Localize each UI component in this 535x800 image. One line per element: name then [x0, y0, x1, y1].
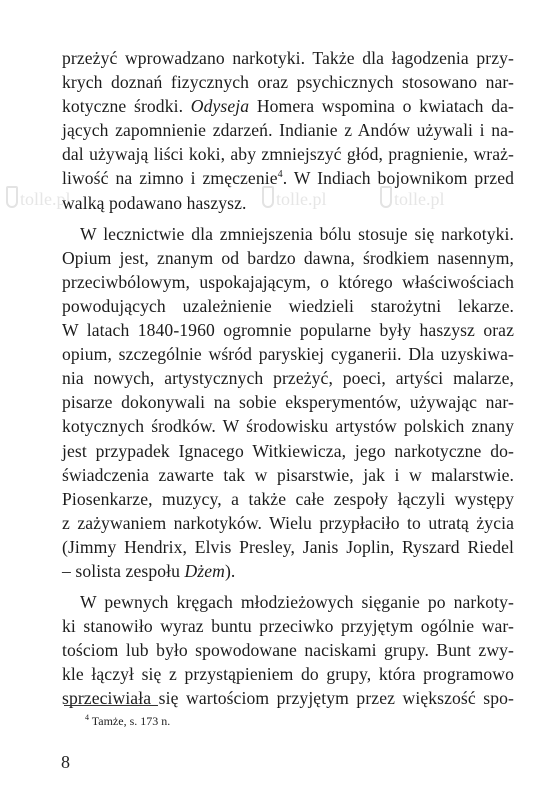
body-text: [62, 46, 514, 711]
text-line-start: liwość na zimno i zmęczenie: [62, 168, 278, 189]
text-line: [62, 559, 514, 583]
watermark-center-right: tolle.pl: [380, 186, 445, 210]
footnote-text: Tamże, s. 173 n.: [89, 714, 171, 728]
text-line-rest: Homera wspomina o kwiatach da-: [249, 96, 514, 117]
text-line: kle łączył się z przystąpieniem do grupy, która programowo: [62, 664, 514, 685]
text-line: sprzeciwiała się wartościom przyjętym przez większość spo-: [62, 688, 514, 709]
text-line: pisarze dokonywali na sobie eksperymentów, używając nar-: [62, 392, 514, 413]
italic-band-name: Dżem: [184, 560, 225, 581]
watermark-left: tolle.pl: [6, 186, 71, 210]
watermark-logo-icon: [6, 186, 18, 208]
text-line: Opium jest, znanym od bardzo dawna, środkiem nasennym,: [62, 247, 514, 268]
footnote-number: 4: [85, 713, 89, 722]
italic-title-odyseja: Odyseja: [190, 96, 250, 117]
text-line: walką podawano haszysz.: [62, 192, 247, 213]
text-line: tościom lub było spowodowane naciskami grupy. Bunt zwy-: [62, 640, 514, 661]
text-line: przeżyć wprowadzano narkotyki. Także dla łagodzenia przy-: [62, 48, 514, 68]
text-line: opium, szczególnie wśród paryskiej cyganerii. Dla uzyskiwa-: [62, 344, 514, 365]
text-line: W latach 1840-1960 ogromnie popularne były haszysz oraz: [62, 320, 514, 341]
text-line-start: kotyczne środki.: [62, 96, 191, 117]
text-line: W lecznictwie dla zmniejszenia bólu stosuje się narkotyki.: [80, 223, 514, 244]
page-number: 8: [61, 752, 70, 772]
footnote-reference: 4: [277, 169, 283, 181]
text-line-rest: . W Indiach bojownikom przed: [282, 168, 514, 189]
text-line: jących zapomnienie zdarzeń. Indianie z Andów używali i na-: [62, 120, 514, 141]
text-line: jest przypadek Ignacego Witkiewicza, jego narkotyczne do-: [62, 440, 514, 461]
text-line: nia nowych, artystycznych przeżyć, poeci, artyści malarze,: [62, 368, 514, 389]
text-line: ki stanowiło wyraz buntu przeciwko przyjętym ogólnie war-: [62, 616, 514, 637]
watermark-center: tolle.pl: [262, 186, 327, 210]
footnote: [85, 713, 170, 729]
text-line: [62, 166, 514, 190]
text-line-start: – solista zespołu: [62, 560, 185, 581]
text-line: z zażywaniem narkotyków. Wielu przypłaciło to utratą życia: [62, 512, 514, 533]
text-line: kotycznych środków. W środowisku artystów polskich znany: [62, 416, 514, 437]
footnote-divider: [64, 705, 158, 706]
text-line: krych doznań fizycznych oraz psychicznych stosowano nar-: [62, 72, 514, 93]
text-line: [62, 94, 514, 118]
text-line: świadczenia zawarte tak w pisarstwie, jak i w malarstwie.: [62, 464, 514, 485]
text-line: dal używają liści koki, aby zmniejszyć głód, pragnienie, wraż-: [62, 144, 514, 165]
text-line: (Jimmy Hendrix, Elvis Presley, Janis Joplin, Ryszard Riedel: [62, 536, 514, 557]
text-line: W pewnych kręgach młodzieżowych sięganie po narkoty-: [80, 592, 514, 613]
text-line: przeciwbólowym, uspokajającym, o którego właściwościach: [62, 271, 514, 292]
text-line-rest: ).: [224, 560, 236, 581]
text-line: Piosenkarze, muzycy, a także całe zespoły łączyli występy: [62, 488, 514, 509]
text-line: powodujących uzależnienie wiedzieli starożytni lekarze.: [62, 295, 514, 316]
